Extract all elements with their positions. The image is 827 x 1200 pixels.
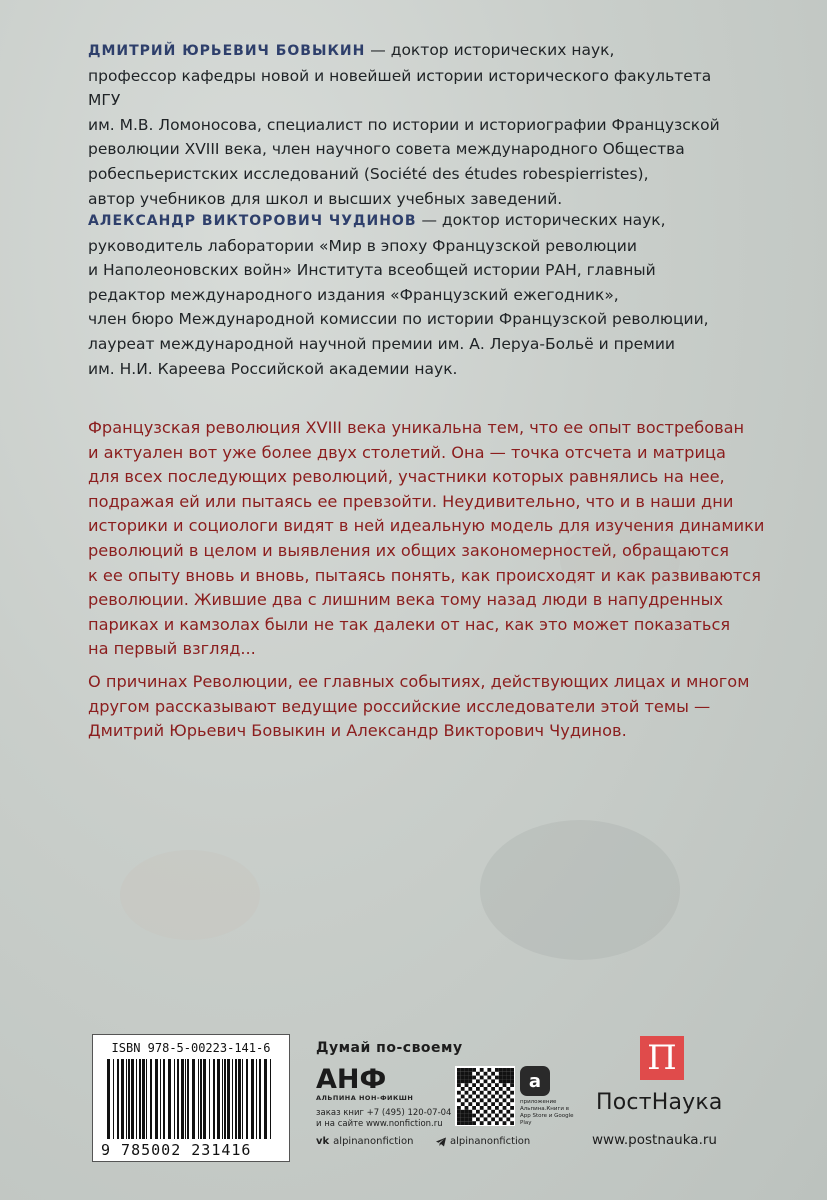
qr-module (510, 1114, 514, 1118)
barcode-bar (139, 1059, 141, 1139)
barcode-bar (227, 1059, 230, 1139)
qr-module (495, 1098, 499, 1102)
barcode-bar (209, 1059, 210, 1139)
qr-module (495, 1121, 499, 1125)
barcode-bar (117, 1059, 119, 1139)
qr-module (510, 1068, 514, 1072)
vk-handle: alpinanonfiction (333, 1136, 414, 1147)
qr-module (503, 1083, 507, 1087)
qr-module (506, 1087, 510, 1091)
barcode-bar (146, 1059, 147, 1139)
qr-module (472, 1091, 476, 1095)
qr-module (468, 1072, 472, 1076)
qr-module (499, 1079, 503, 1083)
qr-module (461, 1076, 465, 1080)
author-name: ДМИТРИЙ ЮРЬЕВИЧ БОВЫКИН (88, 43, 366, 59)
barcode-bar (246, 1059, 248, 1139)
qr-module (476, 1110, 480, 1114)
app-icon: a (520, 1066, 550, 1096)
qr-module (491, 1087, 495, 1091)
qr-module (487, 1091, 491, 1095)
qr-module (465, 1072, 469, 1076)
qr-module (465, 1091, 469, 1095)
qr-module (480, 1121, 484, 1125)
blurb-paragraph-2 (88, 670, 768, 744)
barcode-bar (128, 1059, 130, 1139)
qr-module (503, 1079, 507, 1083)
qr-module (499, 1095, 503, 1099)
qr-module (506, 1072, 510, 1076)
bio-line: член бюро Международной комиссии по истории Французской революции, (88, 310, 709, 329)
telegram-link[interactable] (436, 1136, 530, 1147)
qr-module (457, 1072, 461, 1076)
blurb-line: О причинах Революции, ее главных событиях, действующих лицах и многом (88, 672, 750, 691)
qr-module (499, 1072, 503, 1076)
author-name: АЛЕКСАНДР ВИКТОРОВИЧ ЧУДИНОВ (88, 213, 417, 229)
barcode-bar (270, 1059, 271, 1139)
barcode-bar (256, 1059, 257, 1139)
bio-line: автор учебников для школ и высших учебных заведений. (88, 189, 563, 208)
barcode-bar (174, 1059, 175, 1139)
qr-module (461, 1095, 465, 1099)
qr-module (468, 1102, 472, 1106)
qr-module (468, 1076, 472, 1080)
barcode-bar (150, 1059, 152, 1139)
barcode-bar (121, 1059, 124, 1139)
qr-module (468, 1095, 472, 1099)
qr-module (461, 1072, 465, 1076)
qr-module (503, 1098, 507, 1102)
qr-module (472, 1068, 476, 1072)
barcode-bar (238, 1059, 241, 1139)
bio-line: им. Н.И. Кареева Российской академии наук. (88, 359, 458, 378)
qr-module (465, 1076, 469, 1080)
barcode-bar (251, 1059, 254, 1139)
qr-module (510, 1121, 514, 1125)
barcode-bar (131, 1059, 134, 1139)
barcode-bar (222, 1059, 223, 1139)
qr-module (491, 1072, 495, 1076)
qr-module (495, 1083, 499, 1087)
qr-module (495, 1068, 499, 1072)
qr-module (506, 1110, 510, 1114)
qr-module (461, 1117, 465, 1121)
qr-module (503, 1068, 507, 1072)
qr-module (499, 1102, 503, 1106)
qr-module (476, 1117, 480, 1121)
blurb-line: к ее опыту вновь и вновь, пытаясь понять, как происходят и как развиваются (88, 565, 761, 585)
blurb-line: революции. Жившие два с лишним века тому назад люди в напудренных (88, 590, 724, 610)
bio-line: — доктор исторических наук, (365, 41, 615, 59)
barcode-bar (113, 1059, 114, 1139)
qr-module (510, 1083, 514, 1087)
qr-module (506, 1068, 510, 1072)
qr-module (465, 1121, 469, 1125)
qr-module (468, 1068, 472, 1072)
barcode-bar (107, 1059, 110, 1139)
qr-module (476, 1072, 480, 1076)
qr-module (476, 1102, 480, 1106)
barcode-bar (213, 1059, 215, 1139)
barcode-bar (126, 1059, 127, 1139)
qr-module (461, 1087, 465, 1091)
qr-module (472, 1106, 476, 1110)
barcode-bar (136, 1059, 137, 1139)
bio-line: профессор кафедры новой и новейшей истории исторического факультета МГУ (88, 66, 712, 110)
qr-module (468, 1114, 472, 1118)
qr-module (484, 1095, 488, 1099)
blurb-line: Французская революция XVIII века уникальна тем, что ее опыт востребован (88, 418, 745, 437)
isbn-barcode-box (92, 1034, 290, 1162)
qr-module (499, 1068, 503, 1072)
qr-module (457, 1117, 461, 1121)
barcode-bar (235, 1059, 237, 1139)
qr-module (476, 1087, 480, 1091)
telegram-icon (436, 1137, 446, 1147)
qr-module (457, 1106, 461, 1110)
qr-module (457, 1114, 461, 1118)
qr-module (472, 1098, 476, 1102)
qr-module (468, 1110, 472, 1114)
postnauka-name: ПостНаука (596, 1090, 723, 1115)
qr-module (499, 1087, 503, 1091)
qr-module (465, 1083, 469, 1087)
qr-module (480, 1098, 484, 1102)
qr-module (487, 1114, 491, 1118)
barcode-bar (264, 1059, 267, 1139)
publisher-subtitle: АЛЬПИНА НОН-ФИКШН (316, 1094, 414, 1102)
qr-module (491, 1079, 495, 1083)
qr-code-icon[interactable] (455, 1066, 515, 1126)
qr-module (480, 1106, 484, 1110)
postnauka-logo-icon: П (640, 1036, 684, 1080)
blurb-line: другом рассказывают ведущие российские исследователи этой темы — (88, 696, 711, 716)
qr-module (510, 1079, 514, 1083)
qr-module (472, 1114, 476, 1118)
qr-module (506, 1076, 510, 1080)
blurb-line: Дмитрий Юрьевич Бовыкин и Александр Викторович Чудинов. (88, 721, 627, 741)
qr-module (503, 1091, 507, 1095)
barcode-bar (142, 1059, 145, 1139)
qr-module (480, 1114, 484, 1118)
qr-module (468, 1121, 472, 1125)
qr-module (491, 1095, 495, 1099)
qr-module (457, 1110, 461, 1114)
qr-module (484, 1087, 488, 1091)
qr-module (465, 1098, 469, 1102)
barcode-bar (259, 1059, 261, 1139)
qr-module (506, 1117, 510, 1121)
qr-module (476, 1079, 480, 1083)
barcode-bar (181, 1059, 184, 1139)
author-bio-1 (88, 38, 748, 211)
blurb-line: на первый взгляд... (88, 639, 256, 659)
qr-module (468, 1117, 472, 1121)
vk-icon: vk (316, 1136, 330, 1147)
bio-line: революции XVIII века, член научного совета международного Общества (88, 140, 685, 159)
qr-module (465, 1068, 469, 1072)
qr-module (461, 1121, 465, 1125)
barcode-bar (163, 1059, 165, 1139)
qr-module (487, 1098, 491, 1102)
order-site: и на сайте www.nonfiction.ru (316, 1119, 443, 1129)
blurb-line: подражая ей или пытаясь ее превзойти. Неудивительно, что и в наши дни (88, 491, 734, 511)
barcode-digits: 9 785002 231416 (101, 1141, 252, 1159)
qr-module (495, 1076, 499, 1080)
bio-line: и Наполеоновских войн» Института всеобщей истории РАН, главный (88, 261, 656, 280)
qr-module (487, 1068, 491, 1072)
qr-module (503, 1106, 507, 1110)
barcode-bar (198, 1059, 199, 1139)
barcode-bar (187, 1059, 189, 1139)
blurb-line: историки и социологи видят в ней идеальную модель для изучения динамики (88, 516, 765, 536)
barcode-bar (155, 1059, 158, 1139)
bio-line: редактор международного издания «Французский ежегодник», (88, 285, 619, 304)
qr-module (484, 1117, 488, 1121)
barcode-bar (224, 1059, 226, 1139)
bio-line: лауреат международной научной премии им. А. Леруа-Больё и премии (88, 334, 675, 353)
publisher-slogan: Думай по-своему (316, 1040, 463, 1056)
qr-module (465, 1114, 469, 1118)
qr-module (499, 1076, 503, 1080)
qr-module (484, 1072, 488, 1076)
qr-module (503, 1114, 507, 1118)
telegram-handle: alpinanonfiction (450, 1136, 531, 1147)
qr-module (472, 1083, 476, 1087)
qr-module (457, 1121, 461, 1125)
vk-link[interactable] (316, 1136, 413, 1147)
barcode-bar (232, 1059, 233, 1139)
qr-module (503, 1121, 507, 1125)
order-phone: заказ книг +7 (495) 120-07-04 (316, 1108, 452, 1118)
barcode-bar (217, 1059, 220, 1139)
qr-module (457, 1076, 461, 1080)
qr-module (457, 1098, 461, 1102)
isbn-label: ISBN 978-5-00223-141-6 (111, 1041, 271, 1055)
qr-module (487, 1121, 491, 1125)
qr-module (510, 1106, 514, 1110)
bio-line: робеспьеристских исследований (Société des études robespierristes), (88, 164, 649, 183)
qr-module (461, 1110, 465, 1114)
qr-module (461, 1114, 465, 1118)
qr-module (487, 1076, 491, 1080)
qr-module (499, 1110, 503, 1114)
qr-module (487, 1106, 491, 1110)
qr-module (457, 1079, 461, 1083)
qr-module (465, 1110, 469, 1114)
qr-module (465, 1079, 469, 1083)
qr-module (468, 1079, 472, 1083)
qr-module (495, 1114, 499, 1118)
qr-module (506, 1079, 510, 1083)
blurb-line: для всех последующих революций, участники которых равнялись на нее, (88, 467, 725, 487)
qr-module (491, 1117, 495, 1121)
qr-module (484, 1102, 488, 1106)
bio-line: руководитель лаборатории «Мир в эпоху Французской революции (88, 236, 637, 255)
qr-module (461, 1079, 465, 1083)
qr-module (457, 1083, 461, 1087)
postnauka-url[interactable]: www.postnauka.ru (592, 1132, 717, 1148)
qr-module (510, 1076, 514, 1080)
qr-module (506, 1095, 510, 1099)
qr-module (503, 1076, 507, 1080)
ano-logo-icon (316, 1064, 398, 1092)
qr-module (495, 1091, 499, 1095)
qr-module (480, 1068, 484, 1072)
bio-line: им. М.В. Ломоносова, специалист по истории и историографии Французской (88, 115, 720, 134)
barcode-bar (168, 1059, 171, 1139)
barcode-bar (160, 1059, 161, 1139)
barcode-bar (185, 1059, 186, 1139)
qr-module (457, 1091, 461, 1095)
bio-line: — доктор исторических наук, (416, 211, 666, 229)
barcode-bar (242, 1059, 243, 1139)
app-promo-text: приложение Альпина.Книги в App Store и Google Play (520, 1099, 574, 1126)
blurb-line: революций в целом и выявления их общих закономерностей, обращаются (88, 540, 729, 560)
qr-module (472, 1076, 476, 1080)
qr-module (480, 1076, 484, 1080)
qr-module (480, 1091, 484, 1095)
app-promo[interactable] (520, 1066, 580, 1127)
qr-module (465, 1117, 469, 1121)
qr-module (457, 1068, 461, 1072)
barcode-bar (177, 1059, 179, 1139)
publisher-logo (316, 1064, 398, 1096)
qr-module (510, 1098, 514, 1102)
qr-module (495, 1106, 499, 1110)
qr-module (506, 1102, 510, 1106)
ano-logo-text: АНФ (316, 1064, 387, 1092)
qr-module (484, 1079, 488, 1083)
qr-module (480, 1083, 484, 1087)
author-bio-2 (88, 208, 748, 381)
qr-module (487, 1083, 491, 1087)
qr-module (503, 1072, 507, 1076)
qr-module (461, 1068, 465, 1072)
qr-module (510, 1072, 514, 1076)
qr-module (499, 1117, 503, 1121)
qr-module (491, 1110, 495, 1114)
qr-module (472, 1121, 476, 1125)
blurb-paragraph-1 (88, 416, 768, 662)
barcode-icon (105, 1059, 275, 1139)
qr-module (484, 1110, 488, 1114)
order-info (316, 1108, 451, 1130)
qr-module (510, 1091, 514, 1095)
blurb-line: и актуален вот уже более двух столетий. Она — точка отсчета и матрица (88, 442, 726, 462)
blurb-line: париках и камзолах были не так далеки от нас, как это может показаться (88, 614, 731, 634)
barcode-bar (200, 1059, 202, 1139)
qr-module (476, 1095, 480, 1099)
barcode-bar (203, 1059, 206, 1139)
qr-module (468, 1087, 472, 1091)
barcode-bar (192, 1059, 195, 1139)
qr-module (465, 1106, 469, 1110)
qr-module (461, 1102, 465, 1106)
qr-module (491, 1102, 495, 1106)
